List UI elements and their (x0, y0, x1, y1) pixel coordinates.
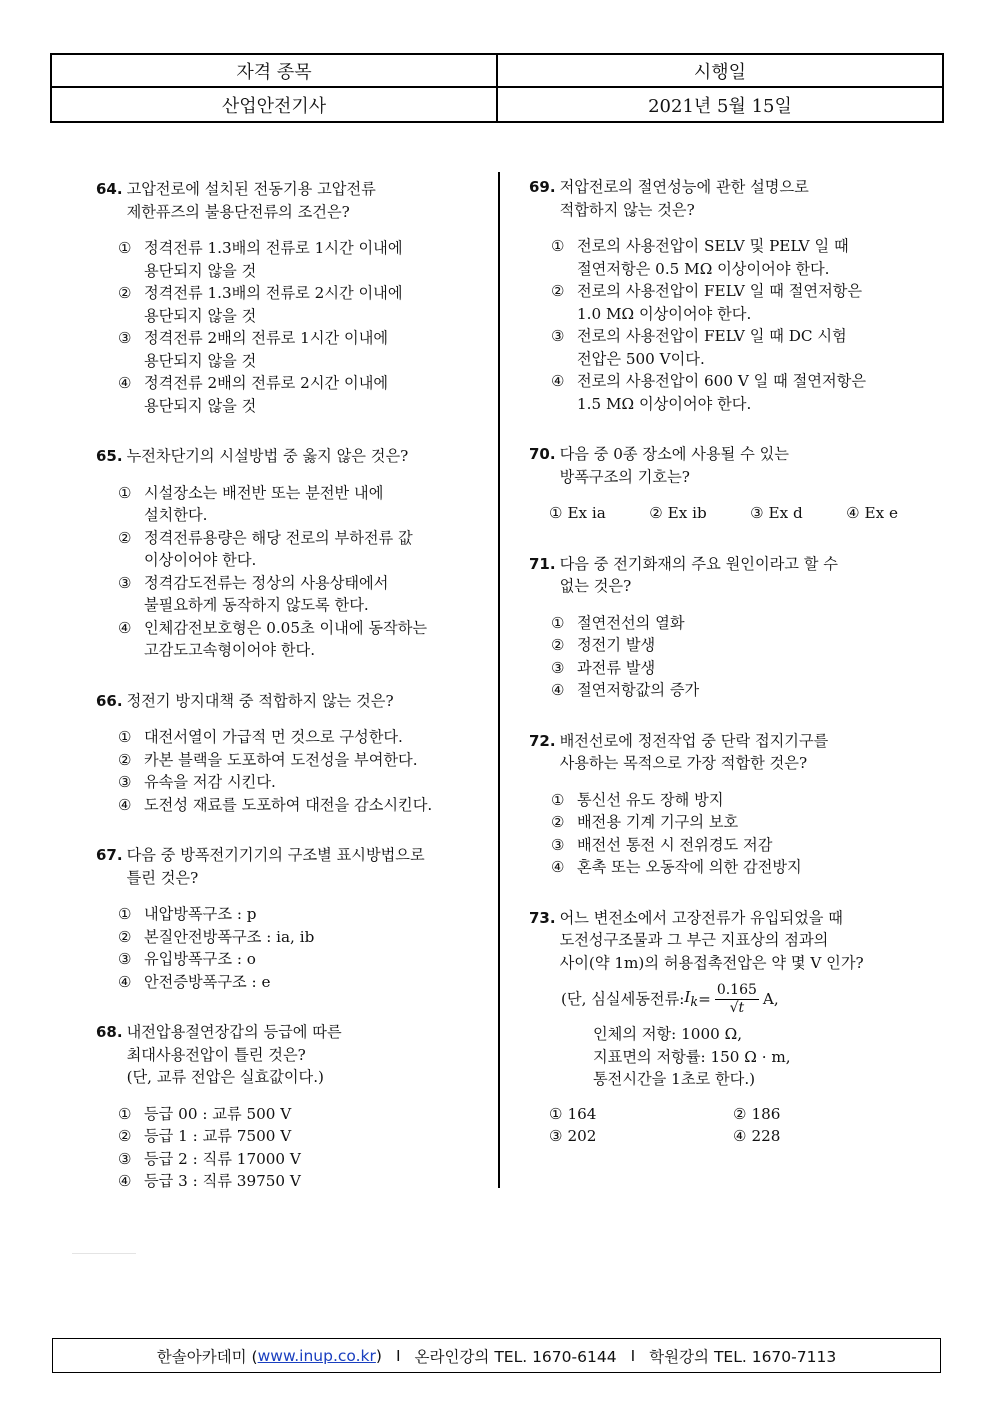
option-list (96, 237, 481, 417)
option-3: ③ 유속을 저감 시킨다. (118, 773, 276, 791)
question-66 (96, 690, 481, 817)
question-text: 내전압용절연장갑의 등급에 따른 최대사용전압이 틀린 것은? (단, 교류 전압은 실효값이다.) (126, 1023, 342, 1086)
decorative-line (72, 1253, 136, 1254)
footer-offline-phone: 학원강의 TEL. 1670-7113 (649, 1347, 837, 1366)
formula-fraction: $\frac{0.165}{√t}$ (716, 982, 757, 1016)
question-number: 72. (529, 731, 556, 750)
header-label-date: 시행일 (498, 55, 942, 88)
option-3: ③ 등급 2 : 직류 17000 V (118, 1149, 301, 1168)
header-label-subject: 자격 종목 (52, 55, 498, 88)
column-divider (498, 172, 500, 1188)
footer-separator: I (395, 1346, 401, 1365)
option-4: ④ 정격전류 2배의 전류로 2시간 이내에 용단되지 않을 것 (118, 374, 389, 415)
option-1: ① 정격전류 1.3배의 전류로 1시간 이내에 용단되지 않을 것 (118, 239, 403, 280)
option-3: ③ 전로의 사용전압이 FELV 일 때 DC 시험 전압은 500 V이다. (551, 327, 847, 368)
footer-website-link[interactable]: www.inup.co.kr (257, 1346, 376, 1365)
question-72 (529, 730, 904, 879)
question-text: 누전차단기의 시설방법 중 옳지 않은 것은? (126, 447, 409, 465)
option-2: ② 정전기 발생 (551, 636, 656, 654)
question-number: 73. (529, 908, 556, 927)
option-1: ① 통신선 유도 장해 방지 (551, 790, 724, 809)
question-65 (96, 445, 481, 662)
option-3: ③ 배전선 통전 시 전위경도 저감 (551, 835, 773, 854)
question-64 (96, 178, 481, 417)
footer-online-phone: 온라인강의 TEL. 1670-6144 (414, 1347, 617, 1366)
option-2: ② 정격전류 1.3배의 전류로 2시간 이내에 용단되지 않을 것 (118, 284, 403, 325)
question-number: 65. (96, 447, 123, 465)
question-text: 다음 중 방폭전기기기의 구조별 표시방법으로 틀린 것은? (126, 846, 425, 887)
question-condition-details: 인체의 저항: 1000 Ω, 지표면의 저항률: 150 Ω · m, 통전시간을 1초로 한다.) (593, 1025, 791, 1088)
option-1: ① 등급 00 : 교류 500 V (118, 1104, 292, 1123)
question-number: 67. (96, 846, 123, 864)
question-text: 정전기 방지대책 중 적합하지 않는 것은? (126, 691, 394, 710)
question-number: 66. (96, 691, 123, 710)
option-4: ④ 절연저항값의 증가 (551, 681, 700, 699)
option-1: ① 절연전선의 열화 (551, 613, 685, 632)
footer-banner: 한솔아카데미 ( www.inup.co.kr ) I 온라인강의 TEL. 1670-6144 I 학원강의 TEL. 1670-7113 (52, 1338, 941, 1373)
question-text: 어느 변전소에서 고장전류가 유입되었을 때 도전성구조물과 그 부근 지표상의 점과의 사이(약 1m)의 허용접촉전압은 약 몇 V 인가? (559, 908, 864, 972)
option-2: ② 본질안전방폭구조 : ia, ib (118, 927, 315, 946)
footer-academy: 한솔아카데미 ( (156, 1347, 258, 1366)
option-2: ② 186 (733, 1104, 781, 1123)
option-4: ④ 전로의 사용전압이 600 V 일 때 절연저항은 1.5 MΩ 이상이어야 한다. (551, 372, 866, 413)
option-4: ④ 혼촉 또는 오동작에 의한 감전방지 (551, 858, 802, 876)
question-number: 69. (529, 178, 556, 196)
option-4: ④ Ex e (846, 504, 898, 522)
question-text: 다음 중 0종 장소에 사용될 수 있는 방폭구조의 기호는? (559, 445, 789, 486)
question-67 (96, 844, 481, 993)
option-list (96, 1103, 481, 1193)
option-3: ③ 유입방폭구조 : o (118, 950, 256, 968)
question-text: 다음 중 전기화재의 주요 원인이라고 할 수 없는 것은? (559, 554, 838, 595)
question-number: 71. (529, 554, 556, 573)
question-number: 68. (96, 1023, 123, 1041)
option-2: ② Ex ib (649, 504, 707, 522)
question-number: 70. (529, 445, 556, 463)
option-2: ② 전로의 사용전압이 FELV 일 때 절연저항은 1.0 MΩ 이상이어야 한다. (551, 282, 863, 323)
footer-separator: I (630, 1346, 636, 1365)
question-number: 64. (96, 180, 123, 198)
formula-current: $I_k$ (684, 987, 699, 1009)
left-column (96, 178, 481, 1193)
question-70 (529, 443, 904, 525)
option-list (529, 612, 904, 702)
option-4: ④ 안전증방폭구조 : e (118, 972, 271, 991)
option-4: ④ 도전성 재료를 도포하여 대전을 감소시킨다. (118, 795, 433, 814)
option-3: ③ Ex d (750, 504, 803, 522)
right-column (529, 176, 904, 1148)
option-2: ② 배전용 기계 기구의 보호 (551, 813, 739, 831)
option-1: ① 내압방폭구조 : p (118, 905, 257, 923)
question-condition: (단, 심실세동전류: $I_k$ = $\frac{0.165}{√t}$ A, (561, 982, 779, 1016)
option-2: ② 카본 블랙을 도포하여 도전성을 부여한다. (118, 750, 418, 769)
option-list (529, 502, 904, 525)
question-68 (96, 1021, 481, 1193)
header-date-value: 2021년 5월 15일 (648, 95, 792, 117)
option-list (529, 235, 904, 415)
exam-header-table (50, 53, 944, 123)
option-list (96, 903, 481, 993)
option-1: ① 164 (549, 1104, 597, 1123)
option-list (96, 726, 481, 816)
option-4: ④ 인체감전보호형은 0.05초 이내에 동작하는 고감도고속형이어야 한다. (118, 618, 428, 659)
option-2: ② 정격전류용량은 해당 전로의 부하전류 값 이상이어야 한다. (118, 528, 413, 569)
option-3: ③ 정격전류 2배의 전류로 1시간 이내에 용단되지 않을 것 (118, 329, 389, 370)
option-2: ② 등급 1 : 교류 7500 V (118, 1127, 292, 1145)
question-text: 저압전로의 절연성능에 관한 설명으로 적합하지 않는 것은? (559, 178, 809, 219)
option-3: ③ 202 (549, 1127, 597, 1145)
header-subject-value: 산업안전기사 (52, 88, 498, 121)
option-list (529, 789, 904, 879)
option-3: ③ 과전류 발생 (551, 658, 656, 677)
option-1: ① 전로의 사용전압이 SELV 및 PELV 일 때 절연저항은 0.5 MΩ 이상이어야 한다. (551, 237, 849, 278)
question-69 (529, 176, 904, 415)
option-1: ① 시설장소는 배전반 또는 분전반 내에 설치한다. (118, 483, 384, 524)
option-4: ④ 등급 3 : 직류 39750 V (118, 1172, 301, 1190)
option-4: ④ 228 (733, 1127, 781, 1145)
option-list (96, 482, 481, 662)
question-text: 고압전로에 설치된 전동기용 고압전류 제한퓨즈의 불용단전류의 조건은? (126, 180, 376, 221)
option-3: ③ 정격감도전류는 정상의 사용상태에서 불필요하게 동작하지 않도록 한다. (118, 573, 389, 614)
question-71 (529, 553, 904, 702)
question-text: 배전선로에 정전작업 중 단락 접지기구를 사용하는 목적으로 가장 적합한 것은? (559, 731, 829, 772)
option-1: ① Ex ia (549, 504, 606, 522)
question-73 (529, 907, 904, 1148)
option-list (529, 1103, 904, 1148)
option-1: ① 대전서열이 가급적 먼 것으로 구성한다. (118, 728, 403, 746)
